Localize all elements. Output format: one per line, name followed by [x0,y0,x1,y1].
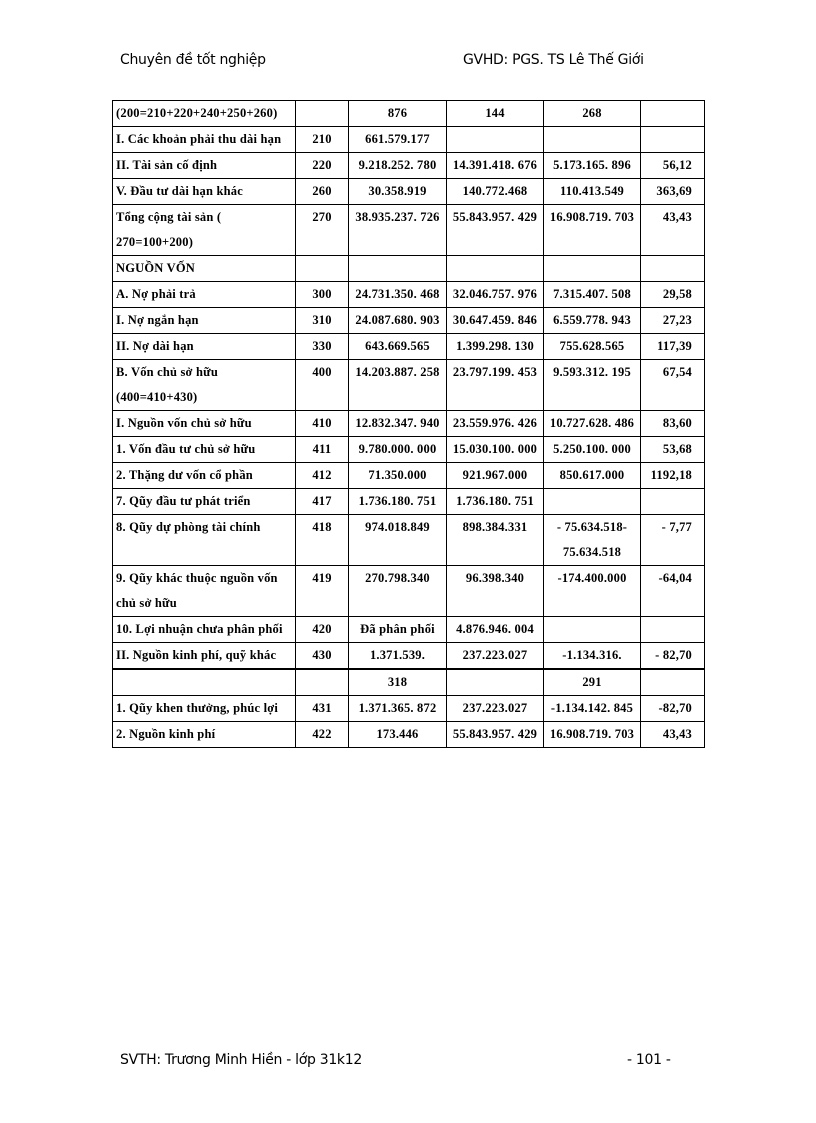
row-percent-cell [641,127,705,153]
row-percent-cell: 67,54 [641,360,705,411]
row-name-cell: 7. Qũy đầu tư phát triển [113,489,296,515]
row-code-cell: 422 [296,722,349,748]
row-change-cell: 7.315.407. 508 [544,282,641,308]
row-change-cell: 5.173.165. 896 [544,153,641,179]
table-row [113,515,705,566]
row-change-cell: 291 [544,669,641,696]
row-percent-cell: 53,68 [641,437,705,463]
row-change-cell: 9.593.312. 195 [544,360,641,411]
row-beginning-cell: 1.371.365. 872 [349,696,447,722]
table-row [113,334,705,360]
row-ending-cell: 23.559.976. 426 [447,411,544,437]
row-ending-cell [447,127,544,153]
row-beginning-cell: 9.218.252. 780 [349,153,447,179]
row-change-cell [544,127,641,153]
table-row [113,360,705,411]
row-change-cell: 6.559.778. 943 [544,308,641,334]
row-name-cell: NGUỒN VỐN [113,256,296,282]
row-change-cell: 16.908.719. 703 [544,205,641,256]
table-row [113,489,705,515]
row-change-cell [544,256,641,282]
row-ending-cell [447,256,544,282]
row-change-cell: 850.617.000 [544,463,641,489]
row-ending-cell: 237.223.027 [447,696,544,722]
row-code-cell: 430 [296,643,349,670]
table-row [113,437,705,463]
row-code-cell: 310 [296,308,349,334]
row-beginning-cell: 1.736.180. 751 [349,489,447,515]
row-change-cell: -1.134.316. [544,643,641,670]
row-beginning-cell: 24.731.350. 468 [349,282,447,308]
row-ending-cell: 140.772.468 [447,179,544,205]
row-ending-cell: 1.399.298. 130 [447,334,544,360]
row-beginning-cell: 14.203.887. 258 [349,360,447,411]
table-row [113,127,705,153]
row-code-cell: 300 [296,282,349,308]
row-code-cell: 431 [296,696,349,722]
row-ending-cell: 4.876.946. 004 [447,617,544,643]
row-name-cell [113,669,296,696]
row-code-cell: 410 [296,411,349,437]
row-ending-cell: 55.843.957. 429 [447,205,544,256]
row-beginning-cell: 24.087.680. 903 [349,308,447,334]
row-ending-cell: 55.843.957. 429 [447,722,544,748]
row-code-cell: 419 [296,566,349,617]
row-percent-cell: 56,12 [641,153,705,179]
row-ending-cell: 30.647.459. 846 [447,308,544,334]
row-code-cell [296,256,349,282]
row-percent-cell [641,489,705,515]
row-ending-cell: 1.736.180. 751 [447,489,544,515]
row-name-cell: 1. Qũy khen thưởng, phúc lợi [113,696,296,722]
row-beginning-cell: 71.350.000 [349,463,447,489]
row-change-cell: -174.400.000 [544,566,641,617]
row-ending-cell: 32.046.757. 976 [447,282,544,308]
row-percent-cell: 117,39 [641,334,705,360]
row-change-cell: 16.908.719. 703 [544,722,641,748]
row-name-cell: 8. Qũy dự phòng tài chính [113,515,296,566]
row-name-cell: V. Đầu tư dài hạn khác [113,179,296,205]
table-row [113,308,705,334]
row-ending-cell: 898.384.331 [447,515,544,566]
row-ending-cell: 23.797.199. 453 [447,360,544,411]
row-percent-cell [641,617,705,643]
table-row [113,463,705,489]
row-code-cell: 412 [296,463,349,489]
row-beginning-cell [349,256,447,282]
row-beginning-cell: 876 [349,101,447,127]
row-code-cell: 270 [296,205,349,256]
row-name-cell: I. Nợ ngắn hạn [113,308,296,334]
header-left: Chuyên đề tốt nghiệp [120,52,266,68]
row-percent-cell: 27,23 [641,308,705,334]
row-change-cell: -1.134.142. 845 [544,696,641,722]
table-row [113,617,705,643]
row-ending-cell [447,669,544,696]
table-row [113,153,705,179]
row-percent-cell: - 82,70 [641,643,705,670]
table-row [113,179,705,205]
row-change-cell [544,617,641,643]
row-percent-cell: 43,43 [641,722,705,748]
row-name-cell: (200=210+220+240+250+260) [113,101,296,127]
row-ending-cell: 921.967.000 [447,463,544,489]
row-percent-cell [641,256,705,282]
row-beginning-cell: 38.935.237. 726 [349,205,447,256]
row-beginning-cell: 9.780.000. 000 [349,437,447,463]
row-code-cell: 411 [296,437,349,463]
table-row [113,643,705,670]
row-code-cell: 210 [296,127,349,153]
row-percent-cell: 83,60 [641,411,705,437]
row-code-cell: 220 [296,153,349,179]
row-name-cell: B. Vốn chủ sở hữu (400=410+430) [113,360,296,411]
row-ending-cell: 14.391.418. 676 [447,153,544,179]
row-percent-cell: 363,69 [641,179,705,205]
row-beginning-cell: 12.832.347. 940 [349,411,447,437]
row-percent-cell: 29,58 [641,282,705,308]
row-beginning-cell: Đã phân phối [349,617,447,643]
row-percent-cell: -64,04 [641,566,705,617]
row-name-cell: 9. Qũy khác thuộc nguồn vốn chủ sở hữu [113,566,296,617]
row-percent-cell: - 7,77 [641,515,705,566]
row-name-cell: II. Nguồn kinh phí, quỹ khác [113,643,296,670]
row-name-cell: A. Nợ phải trả [113,282,296,308]
row-change-cell: 5.250.100. 000 [544,437,641,463]
row-code-cell: 400 [296,360,349,411]
row-beginning-cell: 974.018.849 [349,515,447,566]
row-change-cell: 10.727.628. 486 [544,411,641,437]
row-name-cell: Tổng cộng tài sản ( 270=100+200) [113,205,296,256]
row-name-cell: II. Nợ dài hạn [113,334,296,360]
row-name-cell: II. Tài sản cố định [113,153,296,179]
table-row [113,256,705,282]
row-code-cell: 420 [296,617,349,643]
row-change-cell [544,489,641,515]
balance-sheet-table [112,100,705,748]
footer-left: SVTH: Trương Minh Hiền - lớp 31k12 [120,1052,362,1068]
row-change-cell: 110.413.549 [544,179,641,205]
row-beginning-cell: 318 [349,669,447,696]
row-change-cell: - 75.634.518- 75.634.518 [544,515,641,566]
row-percent-cell [641,101,705,127]
row-percent-cell: 43,43 [641,205,705,256]
row-change-cell: 268 [544,101,641,127]
row-name-cell: 1. Vốn đầu tư chủ sở hữu [113,437,296,463]
row-beginning-cell: 30.358.919 [349,179,447,205]
row-code-cell [296,669,349,696]
row-ending-cell: 96.398.340 [447,566,544,617]
table-row [113,205,705,256]
row-ending-cell: 15.030.100. 000 [447,437,544,463]
row-name-cell: I. Nguồn vốn chủ sở hữu [113,411,296,437]
table-row [113,696,705,722]
page-number: - 101 - [627,1052,671,1068]
header-right: GVHD: PGS. TS Lê Thế Giới [463,52,644,68]
row-name-cell: 2. Nguồn kinh phí [113,722,296,748]
row-code-cell: 418 [296,515,349,566]
row-percent-cell [641,669,705,696]
row-beginning-cell: 173.446 [349,722,447,748]
row-name-cell: 10. Lợi nhuận chưa phân phối [113,617,296,643]
table-row [113,669,705,696]
row-beginning-cell: 1.371.539. [349,643,447,670]
row-name-cell: 2. Thặng dư vốn cổ phần [113,463,296,489]
row-change-cell: 755.628.565 [544,334,641,360]
table-row [113,411,705,437]
row-percent-cell: 1192,18 [641,463,705,489]
row-name-cell: I. Các khoản phải thu dài hạn [113,127,296,153]
table-row [113,722,705,748]
row-ending-cell: 237.223.027 [447,643,544,670]
row-beginning-cell: 270.798.340 [349,566,447,617]
row-code-cell [296,101,349,127]
table-row [113,282,705,308]
row-beginning-cell: 643.669.565 [349,334,447,360]
row-ending-cell: 144 [447,101,544,127]
row-percent-cell: -82,70 [641,696,705,722]
row-beginning-cell: 661.579.177 [349,127,447,153]
row-code-cell: 260 [296,179,349,205]
row-code-cell: 417 [296,489,349,515]
table-row [113,566,705,617]
table-row [113,101,705,127]
row-code-cell: 330 [296,334,349,360]
